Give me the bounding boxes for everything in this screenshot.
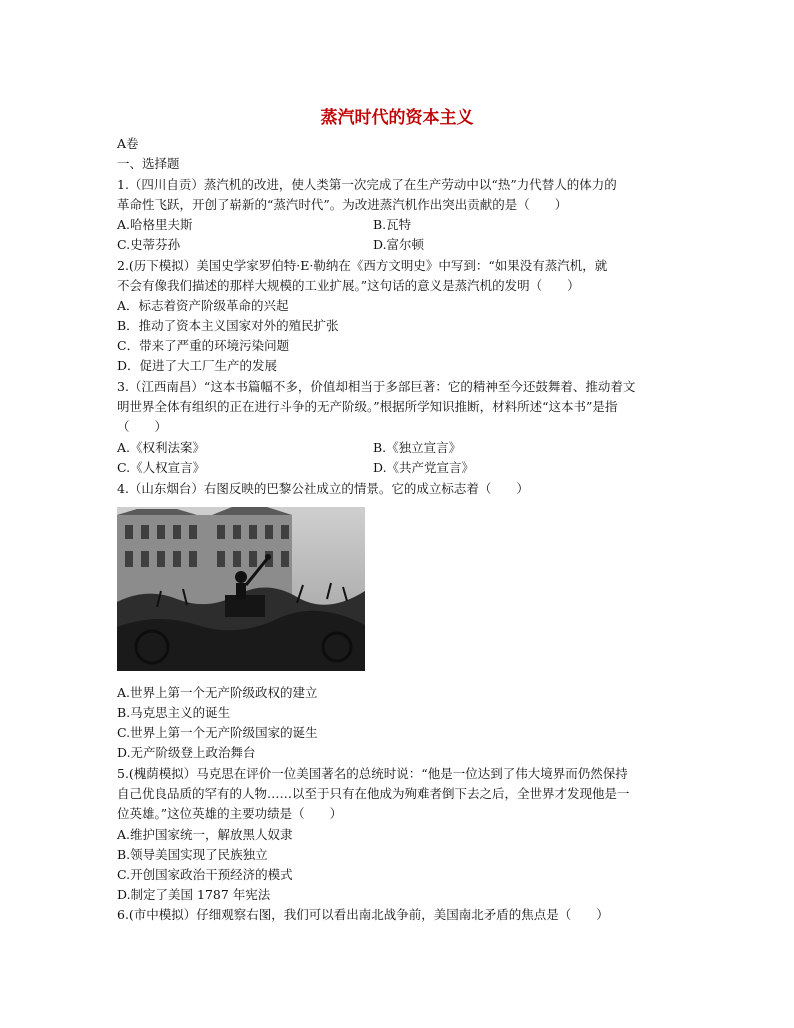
- q1-stem-line1: 1.（四川自贡）蒸汽机的改进，使人类第一次完成了在生产劳动中以“热”力代替人的体力的: [117, 177, 617, 192]
- q5-option-c: C.开创国家政治干预经济的模式: [117, 867, 293, 882]
- q3-option-c: C.《人权宣言》: [117, 460, 206, 475]
- q3-option-a: A.《权利法案》: [117, 440, 206, 455]
- q4-option-d: D.无产阶级登上政治舞台: [117, 745, 256, 760]
- document-title: 蒸汽时代的资本主义: [320, 108, 474, 128]
- q2-option-b: B．推动了资本主义国家对外的殖民扩张: [117, 318, 339, 333]
- q4-option-c: C.世界上第一个无产阶级国家的诞生: [117, 725, 318, 740]
- q3-stem-line3: （ ）: [117, 419, 168, 434]
- q2-stem-line2: 不会有像我们描述的那样大规模的工业扩展。”这句话的意义是蒸汽机的发明（ ）: [117, 278, 580, 293]
- q3-stem-line2: 明世界全体有组织的正在进行斗争的无产阶级。”根据所学知识推断，材料所述“这本书”是指: [117, 399, 618, 414]
- paris-commune-illustration: [117, 507, 365, 671]
- q4-stem-line1: 4.（山东烟台）右图反映的巴黎公社成立的情景。它的成立标志着（ ）: [117, 481, 529, 496]
- q4-option-a: A.世界上第一个无产阶级政权的建立: [117, 685, 318, 700]
- q5-option-b: B.领导美国实现了民族独立: [117, 847, 268, 862]
- q3-stem-line1: 3.（江西南昌）“这本书篇幅不多，价值却相当于多部巨著：它的精神至今还鼓舞着、推动着文: [117, 379, 636, 394]
- q5-option-d: D.制定了美国 1787 年宪法: [117, 887, 271, 902]
- section-a-label: A卷: [117, 136, 139, 151]
- q5-stem-line1: 5.(槐荫模拟）马克思在评价一位美国著名的总统时说：“他是一位达到了伟大境界而仍然保持: [117, 766, 628, 781]
- q5-stem-line3: 位英雄。”这位英雄的主要功绩是（ ）: [117, 806, 343, 821]
- q2-option-d: D．促进了大工厂生产的发展: [117, 358, 278, 373]
- q1-option-b: B.瓦特: [373, 217, 412, 232]
- q5-option-a: A.维护国家统一，解放黑人奴隶: [117, 827, 293, 842]
- q1-stem-line2: 革命性飞跃，开创了崭新的“蒸汽时代”。为改进蒸汽机作出突出贡献的是（ ）: [117, 197, 568, 212]
- q2-option-a: A．标志着资产阶级革命的兴起: [117, 298, 289, 313]
- q1-option-d: D.富尔顿: [373, 237, 425, 252]
- q2-option-c: C．带来了严重的环境污染问题: [117, 338, 290, 353]
- q2-stem-line1: 2.(历下模拟）美国史学家罗伯特·E·勒纳在《西方文明史》中写到：“如果没有蒸汽机，就: [117, 258, 608, 273]
- q1-option-a: A.哈格里夫斯: [117, 217, 193, 232]
- q4-option-b: B.马克思主义的诞生: [117, 705, 231, 720]
- q5-stem-line2: 自己优良品质的罕有的人物……以至于只有在他成为殉难者倒下去之后，全世界才发现他是一: [117, 786, 630, 801]
- section-heading: 一、选择题: [117, 156, 180, 171]
- q1-option-c: C.史蒂芬孙: [117, 237, 181, 252]
- q3-option-d: D.《共产党宣言》: [373, 460, 475, 475]
- q6-stem-line1: 6.(市中模拟）仔细观察右图，我们可以看出南北战争前，美国南北矛盾的焦点是（ ）: [117, 907, 609, 922]
- q3-option-b: B.《独立宣言》: [373, 440, 462, 455]
